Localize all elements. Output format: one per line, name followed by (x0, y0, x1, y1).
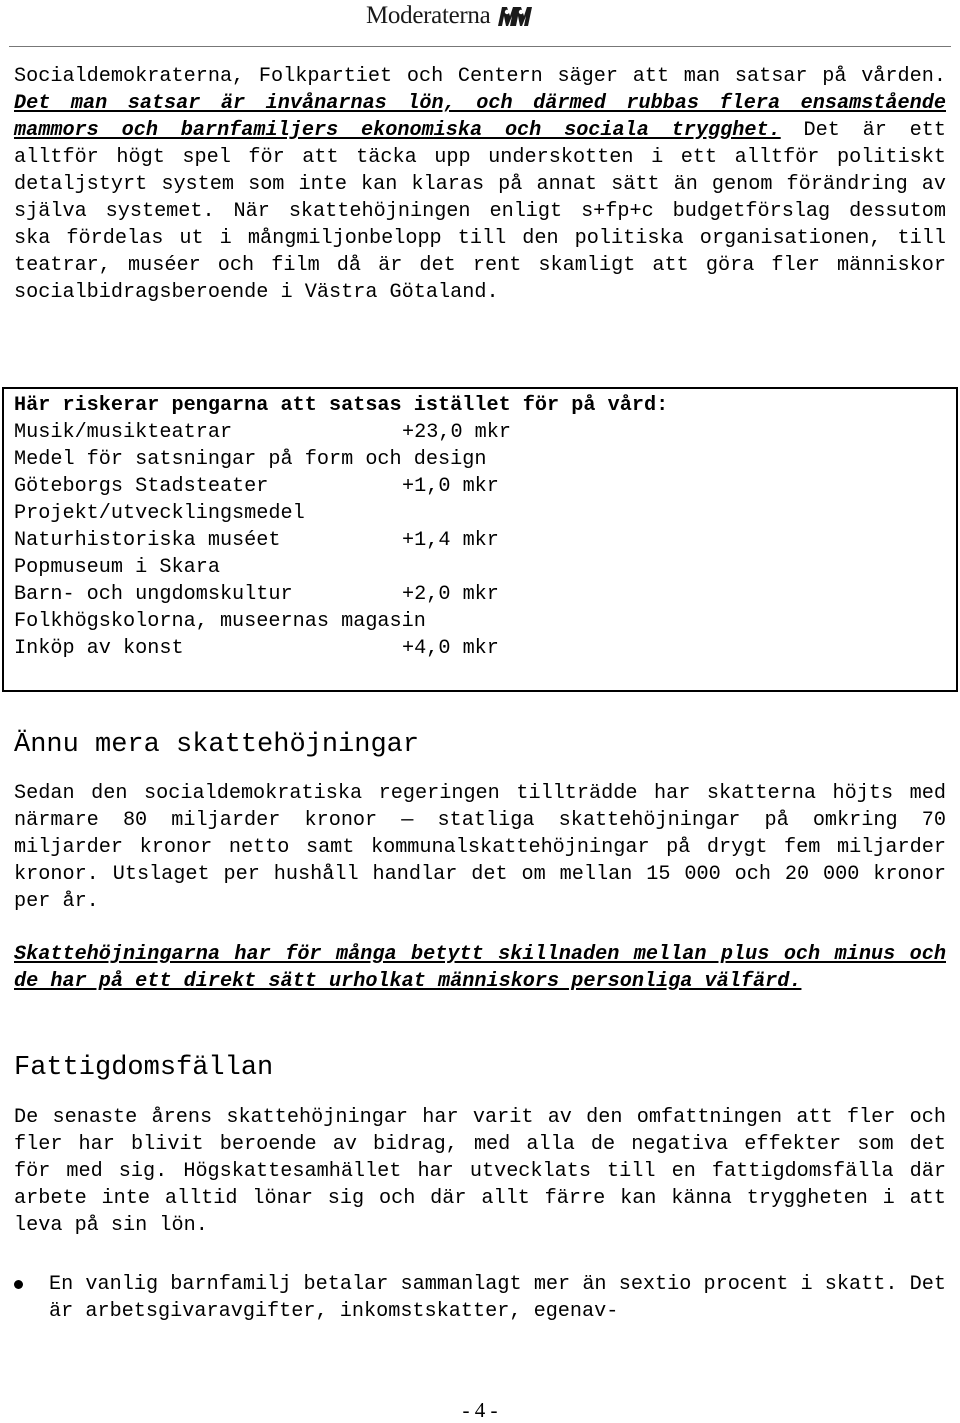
spending-amount: +2,0 mkr (402, 583, 499, 606)
spending-label: Medel för satsningar på form och design (14, 448, 487, 471)
spending-amount: +4,0 mkr (402, 637, 499, 660)
spending-row (14, 554, 946, 581)
section2-paragraph: De senaste årens skattehöjningar har varit av den omfattningen att fler och fler har blivit beroende av bidrag, med alla de negativa effekter som det för med sig. Högskattesamhället har utvecklats till en fattigdomsfälla där arbete inte alltid lönar sig och där allt färre kan känna tryggheten i att leva på sin lön. (14, 1106, 946, 1237)
spending-row (14, 635, 946, 662)
spending-label: Musik/musikteatrar (14, 421, 233, 444)
section-heading-fattigdomsfallan: Fattigdomsfällan (14, 1053, 274, 1083)
spending-amount: +23,0 mkr (402, 421, 512, 444)
section-skattehojningar-emphasis (14, 941, 946, 995)
header-divider (9, 46, 951, 47)
spending-row (14, 608, 946, 635)
spending-box (2, 387, 958, 692)
page-header (0, 0, 960, 48)
spending-label: Göteborgs Stadsteater (14, 475, 269, 498)
intro-text-1: Socialdemokraterna, Folkpartiet och Centern säger att man satsar på vården. (14, 65, 946, 88)
spending-label: Inköp av konst (14, 637, 184, 660)
spending-row (14, 581, 946, 608)
spending-label: Naturhistoriska muséet (14, 529, 281, 552)
spending-row (14, 473, 946, 500)
spending-row (14, 527, 946, 554)
section1-paragraph: Sedan den socialdemokratiska regeringen tillträdde har skatterna höjts med närmare 80 miljarder kronor — statliga skattehöjningar på omkring 70 miljarder kronor netto samt kommunalskattehöjningar på drygt fem miljarder kronor. Utslaget per hushåll handlar det om mellan 15 000 och 20 000 kronor per år. (14, 782, 946, 913)
intro-paragraph (14, 63, 946, 306)
logo-text: Moderaterna (366, 2, 491, 29)
spending-label: Projekt/utvecklingsmedel (14, 502, 305, 525)
section1-emphasis: Skattehöjningarna har för många betytt skillnaden mellan plus och minus och de har på ett direkt sätt urholkat människors personliga välfärd. (14, 943, 946, 993)
moderaterna-logo (366, 2, 534, 30)
bullet-text: En vanlig barnfamilj betalar sammanlagt mer än sextio procent i skatt. Det är arbetsgivaravgifter, inkomstskatter, egenav- (49, 1273, 946, 1323)
spending-label: Popmuseum i Skara (14, 556, 220, 579)
section-heading-skattehojningar: Ännu mera skattehöjningar (14, 730, 420, 760)
bullet-icon (14, 1280, 23, 1289)
spending-row (14, 446, 946, 473)
page-number: - 4 - (462, 1398, 498, 1422)
spending-amount: +1,0 mkr (402, 475, 499, 498)
spending-amount: +1,4 mkr (402, 529, 499, 552)
spending-label: Barn- och ungdomskultur (14, 583, 293, 606)
spending-box-title: Här riskerar pengarna att satsas istället för på vård: (14, 394, 669, 417)
section-skattehojningar-body (14, 780, 946, 915)
section-fattigdomsfallan-body (14, 1104, 946, 1239)
spending-row (14, 419, 946, 446)
intro-emphasis: Det man satsar är invånarnas lön, och därmed rubbas flera ensamstående mammors och barnfamiljers ekonomiska och sociala trygghet. (14, 92, 946, 142)
intro-text-3: Det är ett alltför högt spel för att täcka upp underskotten i ett alltför politiskt detaljstyrt system som inte kan klaras på annat sätt än genom förändring av själva systemet. När skattehöjningen enligt s+fp+c budgetförslag dessutom ska fördelas ut i mångmiljonbelopp till den politiska organisationen, till teatrar, muséer och film då är det rent skamligt att göra fler människor socialbidragsberoende i Västra Götaland. (14, 119, 946, 304)
spending-list (14, 419, 946, 662)
moderaterna-m-icon (496, 4, 534, 28)
spending-row (14, 500, 946, 527)
spending-label: Folkhögskolorna, museernas magasin (14, 610, 426, 633)
